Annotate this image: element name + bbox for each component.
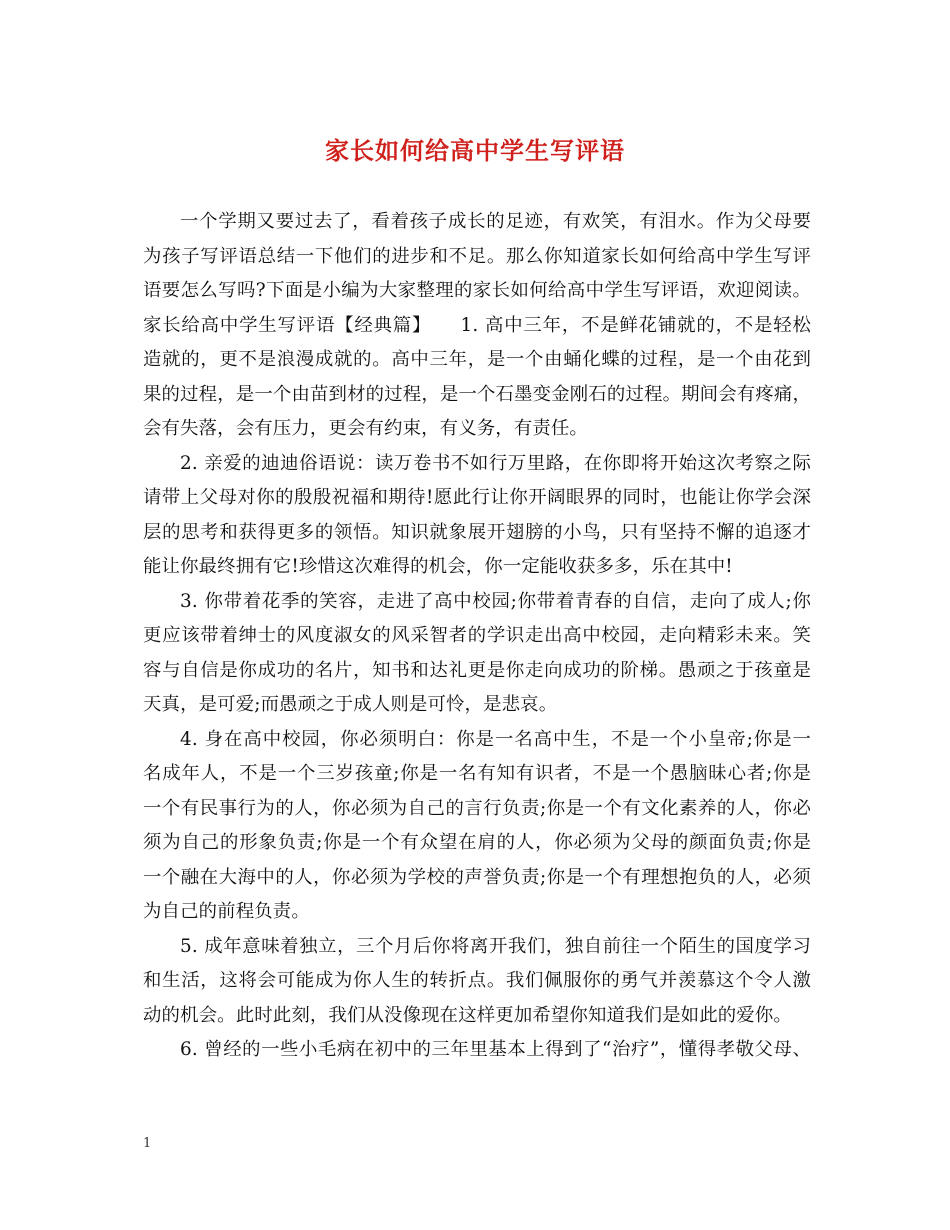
text-line: 语要怎么写吗?下面是小编为大家整理的家长如何给高中学生写评语，欢迎阅读。 xyxy=(143,280,811,301)
text-line: 天真，是可爱;而愚顽之于成人则是可怜，是悲哀。 xyxy=(143,694,558,715)
text-line: 2. 亲爱的迪迪俗语说：读万卷书不如行万里路，在你即将开始这次考察之际 xyxy=(180,452,811,474)
text-line: 一个学期又要过去了，看着孩子成长的足迹，有欢笑，有泪水。作为父母要 xyxy=(180,211,811,232)
text-line: 果的过程，是一个由苗到材的过程，是一个石墨变金刚石的过程。期间会有疼痛， xyxy=(143,383,811,405)
text-line: 6. 曾经的一些小毛病在初中的三年里基本上得到了“治疗”，懂得孝敬父母、 xyxy=(180,1039,811,1060)
text-line: 造就的，更不是浪漫成就的。高中三年，是一个由蛹化蝶的过程，是一个由花到 xyxy=(143,349,811,370)
text-line: 5. 成年意味着独立，三个月后你将离开我们，独自前往一个陌生的国度学习 xyxy=(180,935,811,957)
text-line: 一个有民事行为的人，你必须为自己的言行负责;你是一个有文化素养的人，你必 xyxy=(143,797,811,819)
text-line: 一个融在大海中的人，你必须为学校的声誉负责;你是一个有理想抱负的人，必须 xyxy=(143,866,811,888)
text-line: 3. 你带着花季的笑容，走进了高中校园;你带着青春的自信，走向了成人;你 xyxy=(180,590,811,612)
text-line: 和生活，这将会可能成为你人生的转折点。我们佩服你的勇气并羡慕这个令人激 xyxy=(143,970,811,991)
text-line: 层的思考和获得更多的领悟。知识就象展开翅膀的小鸟，只有坚持不懈的追逐才 xyxy=(143,521,811,543)
text-line: 4. 身在高中校园，你必须明白：你是一名高中生，不是一个小皇帝;你是一 xyxy=(180,728,811,750)
text-line: 请带上父母对你的殷殷祝福和期待!愿此行让你开阔眼界的同时，也能让你学会深 xyxy=(143,487,811,508)
text-line: 家长给高中学生写评语【经典篇】 1. 高中三年，不是鲜花铺就的，不是轻松 xyxy=(143,314,811,336)
text-line: 会有失落，会有压力，更会有约束，有义务，有责任。 xyxy=(143,418,588,439)
text-line: 为孩子写评语总结一下他们的进步和不足。那么你知道家长如何给高中学生写评 xyxy=(143,245,811,267)
text-line: 须为自己的形象负责;你是一个有众望在肩的人，你必须为父母的颜面负责;你是 xyxy=(143,832,811,853)
text-line: 为自己的前程负责。 xyxy=(143,901,310,922)
text-line: 容与自信是你成功的名片，知书和达礼更是你走向成功的阶梯。愚顽之于孩童是 xyxy=(143,659,811,681)
text-line: 更应该带着绅士的风度淑女的风采智者的学识走出高中校园，走向精彩未来。笑 xyxy=(143,625,811,646)
document-body xyxy=(143,205,811,1068)
document-title: 家长如何给高中学生写评语 xyxy=(325,136,625,165)
text-line: 动的机会。此时此刻，我们从没像现在这样更加希望你知道我们是如此的爱你。 xyxy=(143,1004,792,1026)
page-number: 1 xyxy=(143,1136,152,1151)
text-line: 名成年人，不是一个三岁孩童;你是一名有知有识者，不是一个愚脑昧心者;你是 xyxy=(143,763,811,784)
text-line: 能让你最终拥有它!珍惜这次难得的机会，你一定能收获多多，乐在其中! xyxy=(143,556,733,577)
